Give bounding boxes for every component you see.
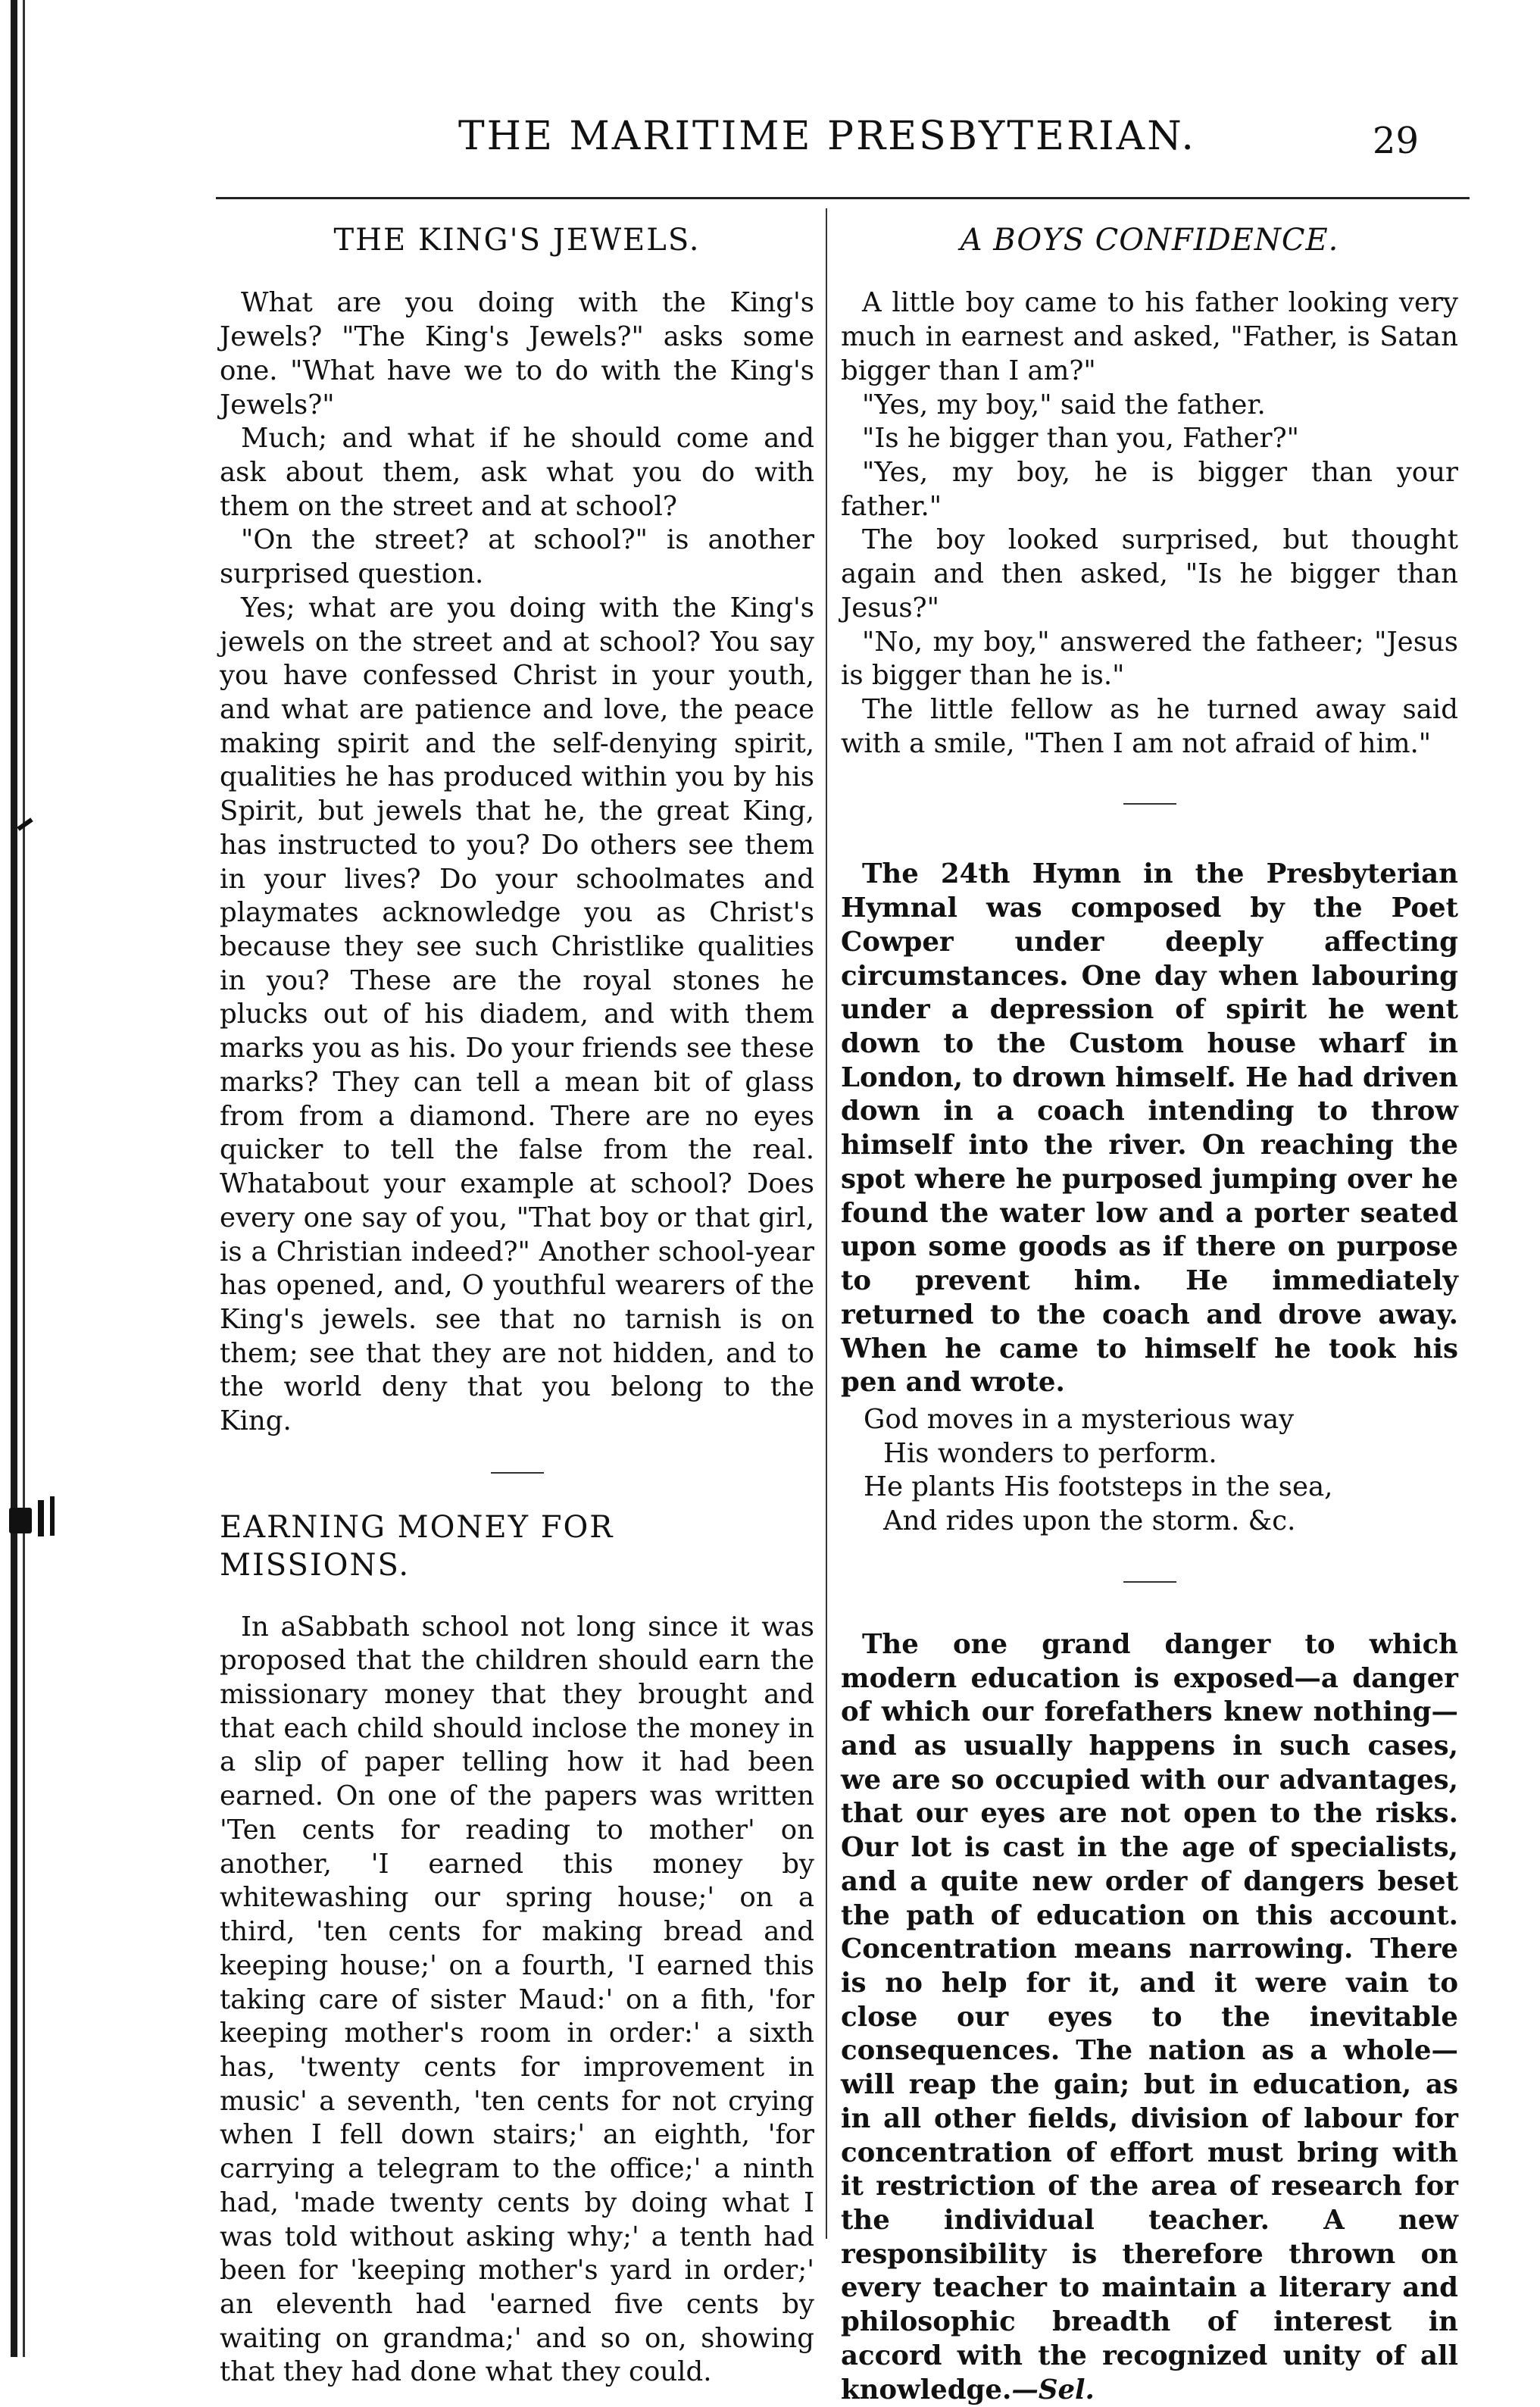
article-paragraph: "Yes, my boy, he is bigger than your father." xyxy=(841,456,1458,522)
article-paragraph-text: The one grand danger to which modern education is exposed—a danger of which our forefathers knew nothing—and as usually happens in such cases, we are so occupied with our advantages, that our eyes are not open to the risks. Our lot is cast in the age of specialists, and a quite new order of dangers beset the path of education on this account. Concentration means narrowing. There is no help for it, and it were vain to close our eyes to the inevitable consequences. The nation as a whole—will reap the gain; but in education, as in all other fields, division of labour for concentration of effort must bring with it restriction of the area of research for the individual teacher. A new responsibility is therefore thrown on every teacher to maintain a literary and philosophic breadth of interest in accord with the recognized unity of all knowledge. xyxy=(841,1628,1458,2405)
article-paragraph: The little fellow as he turned away said with a smile, "Then I am not afraid of him." xyxy=(841,694,1458,759)
verse-line: He plants His footsteps in the sea, xyxy=(864,1471,1333,1503)
verse-line: His wonders to perform. xyxy=(883,1437,1217,1469)
verse-line: And rides upon the storm. &c. xyxy=(883,1505,1296,1537)
article-title: THE KING'S JEWELS. xyxy=(333,223,701,258)
article-title: A BOYS CONFIDENCE. xyxy=(960,223,1339,258)
running-head xyxy=(197,114,1419,174)
article-paragraph: A little boy came to his father looking very much in earnest and asked, "Father, is Satan bigger than I am?" xyxy=(841,287,1458,386)
column-divider xyxy=(826,208,827,2239)
margin-mark xyxy=(9,1508,32,1533)
verse-line: God moves in a mysterious way xyxy=(864,1403,1295,1435)
article-paragraph: "Yes, my boy," said the father. xyxy=(862,389,1266,420)
article-paragraph: Yes; what are you doing with the King's jewels on the street and at school? You say you have confessed Christ in your youth, and what are patience and love, the peace making spirit and the self-denying spirit, qualities he has produced within you by his Spirit, but jewels that he, the great King, has instructed to you? Do others see them in your lives? Do your schoolmates and playmates acknowledge you as Christ's because they see such Christlike qualities in you? These are the royal stones he plucks out of his diadem, and with them marks you as his. Do your friends see these marks? They can tell a mean bit of glass from from a diamond. There are no eyes quicker to tell the false from the real. Whatabout your example at school? Does every one say of you, "That boy or that girl, is a Christian indeed?" Another school-year has opened, and, O youthful wearers of the King's jewels. see that no tarnish is on them; see that they are not hidden, and to the world deny that you belong to the King. xyxy=(220,592,814,1437)
section-separator xyxy=(491,1472,544,1474)
header-rule xyxy=(216,197,1470,199)
margin-mark xyxy=(17,817,33,831)
right-column xyxy=(841,221,1458,2407)
signature: —Sel. xyxy=(1011,2374,1095,2405)
article-paragraph: "On the street? at school?" is another surprised question. xyxy=(220,524,814,590)
hymn-verse xyxy=(864,1403,1458,1539)
section-separator xyxy=(1123,1581,1176,1583)
article-paragraph: What are you doing with the King's Jewels? "The King's Jewels?" asks some one. "What have we to do with the King's Jewels?" xyxy=(220,287,814,420)
article-paragraph xyxy=(841,1628,1458,2407)
margin-mark xyxy=(50,1496,55,1536)
publication-title: THE MARITIME PRESBYTERIAN. xyxy=(458,114,1196,159)
article-paragraph: In aSabbath school not long since it was proposed that the children should earn the missionary money that they brought and that each child should inclose the money in a slip of paper telling how it had been earned. On one of the papers was written 'Ten cents for reading to mother' on another, 'I earned this money by whitewashing our spring house;' on a third, 'ten cents for making bread and keeping house;' on a fourth, 'I earned this taking care of sister Maud:' on a fith, 'for keeping mother's room in order:' a sixth has, 'twenty cents for improvement in music' a seventh, 'ten cents for not crying when I fell down stairs;' an eighth, 'for carrying a telegram to the office;' a ninth had, 'made twenty cents by doing what I was told without asking why;' a tenth had been for 'keeping mother's yard in order;' an eleventh had 'earned five cents by waiting on grandma;' and so on, showing that they had done what they could. xyxy=(220,1611,814,2388)
page-number: 29 xyxy=(1372,120,1419,162)
left-column xyxy=(220,221,814,2390)
page-edge-rule xyxy=(11,0,17,2357)
article-paragraph: Much; and what if he should come and ask about them, ask what you do with them on the street and at school? xyxy=(220,423,814,522)
article-title: EARNING MONEY FOR MISSIONS. xyxy=(220,1509,614,1583)
page-edge-rule-thin xyxy=(23,0,25,2357)
article-paragraph: "No, my boy," answered the fatheer; "Jesus is bigger than he is." xyxy=(841,626,1458,692)
margin-mark xyxy=(38,1500,44,1536)
article-paragraph: The 24th Hymn in the Presbyterian Hymnal was composed by the Poet Cowper under deeply affecting circumstances. One day when labouring under a depression of spirit he went down to the Custom house wharf in London, to drown himself. He had driven down in a coach intending to throw himself into the river. On reaching the spot where he purposed jumping over he found the water low and a porter seated upon some goods as if there on purpose to prevent him. He immediately returned to the coach and drove away. When he came to himself he took his pen and wrote. xyxy=(841,858,1458,1399)
section-separator xyxy=(1123,803,1176,805)
article-paragraph: The boy looked surprised, but thought again and then asked, "Is he bigger than Jesus?" xyxy=(841,524,1458,624)
article-paragraph: "Is he bigger than you, Father?" xyxy=(862,423,1299,455)
